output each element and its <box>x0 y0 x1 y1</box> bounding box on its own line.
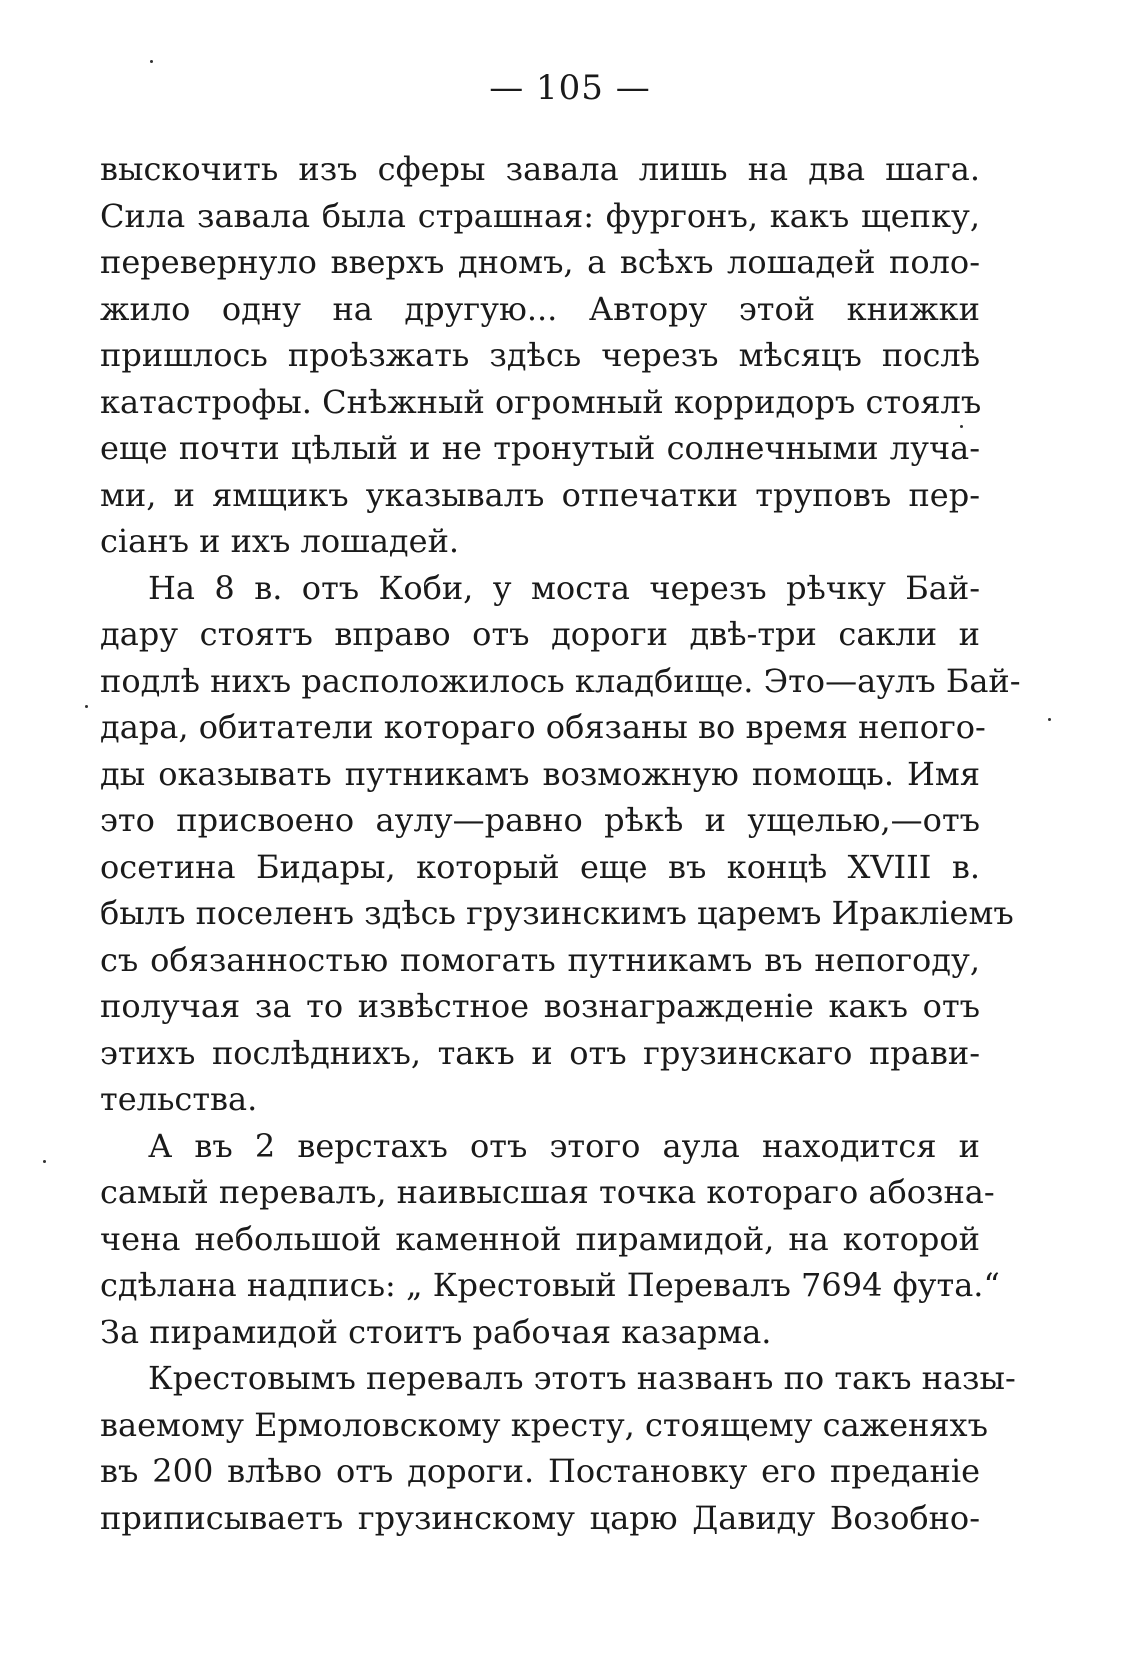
text-line: осетина Бидары, который еще въ концѣ XVIII в. <box>100 847 980 886</box>
print-speck <box>150 60 153 63</box>
text-line: былъ поселенъ здѣсь грузинскимъ царемъ Иракліемъ <box>100 894 1014 932</box>
text-line: дару стоятъ вправо отъ дороги двѣ-три сакли и <box>100 615 980 653</box>
print-speck <box>960 425 963 428</box>
text-line: еще почти цѣлый и не тронутый солнечными луча- <box>100 429 980 467</box>
body-text <box>100 146 1021 1541</box>
text-line: выскочить изъ сферы завала лишь на два шага. <box>100 150 980 188</box>
text-line: чена небольшой каменной пирамидой, на которой <box>100 1219 980 1258</box>
text-line: самый перевалъ, наивысшая точка котораго абозна- <box>100 1173 995 1211</box>
text-line: сдѣлана надпись: „ Крестовый Перевалъ 7694 фута.“ <box>100 1266 1000 1304</box>
page-number: — 105 — <box>489 68 651 108</box>
text-line: приписываетъ грузинскому царю Давиду Возобно- <box>100 1498 980 1537</box>
text-line: въ 200 влѣво отъ дороги. Постановку его преданіе <box>100 1452 980 1490</box>
text-line: дара, обитатели котораго обязаны во время непого- <box>100 708 986 746</box>
text-line: это присвоено аулу—равно рѣкѣ и ущелью,—отъ <box>100 801 980 839</box>
text-line: перевернуло вверхъ дномъ, а всѣхъ лошадей поло- <box>100 243 980 281</box>
text-line: тельства. <box>100 1080 258 1118</box>
text-line: съ обязанностью помогать путникамъ въ непогоду, <box>100 940 980 979</box>
text-line: ваемому Ермоловскому кресту, стоящему саженяхъ <box>100 1405 988 1444</box>
text-line: ды оказывать путникамъ возможную помощь. Имя <box>100 754 980 793</box>
text-line: На 8 в. отъ Коби, у моста черезъ рѣчку Бай- <box>148 568 980 607</box>
text-line: А въ 2 верстахъ отъ этого аула находится и <box>148 1126 980 1165</box>
print-speck <box>85 705 88 708</box>
print-speck <box>43 1160 46 1163</box>
text-line: Сила завала была страшная: фургонъ, какъ щепку, <box>100 196 980 235</box>
text-line: ми, и ямщикъ указывалъ отпечатки труповъ пер- <box>100 475 980 514</box>
print-speck <box>1048 718 1051 721</box>
text-line: пришлось проѣзжать здѣсь черезъ мѣсяцъ послѣ <box>100 336 980 374</box>
text-line: получая за то извѣстное вознагражденіе какъ отъ <box>100 987 980 1025</box>
text-line: этихъ послѣднихъ, такъ и отъ грузинскаго прави- <box>100 1033 980 1072</box>
text-line: жило одну на другую... Автору этой книжки <box>100 289 980 328</box>
text-line: сіанъ и ихъ лошадей. <box>100 522 460 560</box>
text-line: Крестовымъ перевалъ этотъ названъ по такъ назы- <box>148 1359 1016 1397</box>
text-line: За пирамидой стоитъ рабочая казарма. <box>100 1312 772 1351</box>
text-line: подлѣ нихъ расположилось кладбище. Это—аулъ Бай- <box>100 661 1021 700</box>
text-line: катастрофы. Снѣжный огромный корридоръ стоялъ <box>100 382 982 421</box>
